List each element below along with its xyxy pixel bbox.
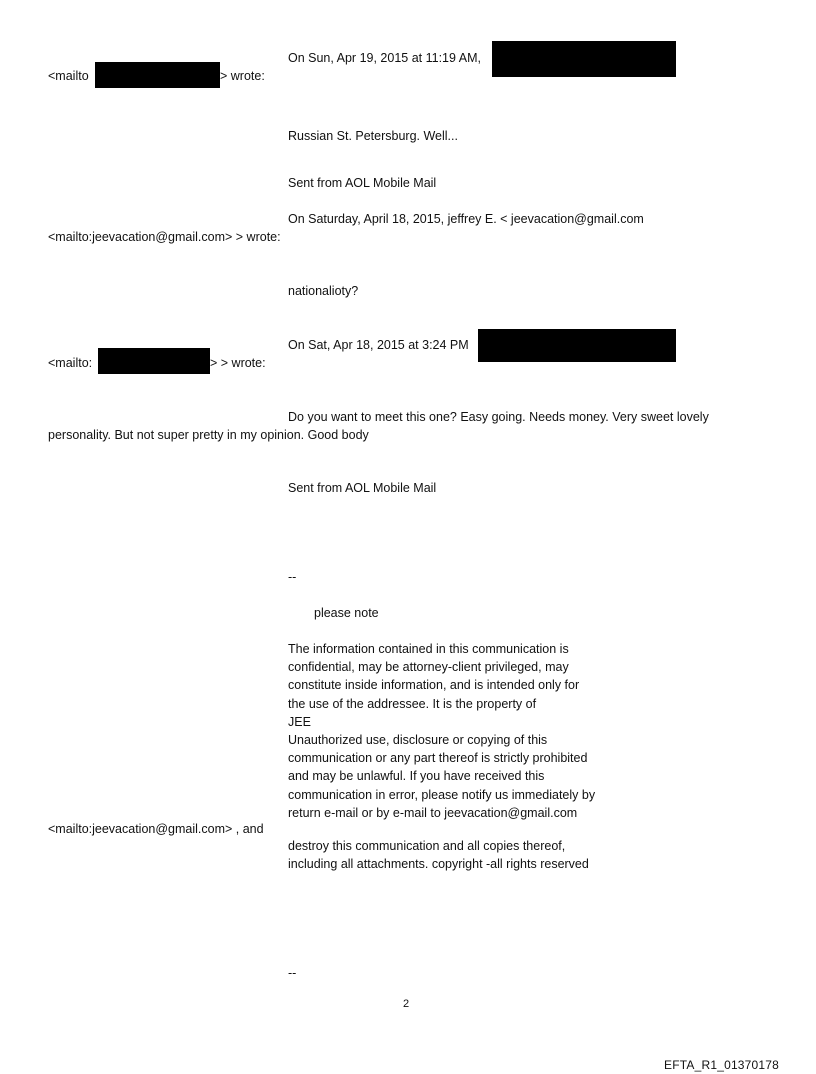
email-header-date-1: On Sun, Apr 19, 2015 at 11:19 AM,	[288, 51, 481, 65]
mailto-prefix-3: <mailto:	[48, 356, 93, 370]
redaction-box	[478, 329, 676, 362]
bates-number: EFTA_R1_01370178	[664, 1058, 780, 1072]
reply-text-2: nationalioty?	[288, 284, 359, 298]
message-line-2: personality. But not super pretty in my opinion. Good body	[48, 428, 369, 442]
wrote-label-1: > wrote:	[220, 69, 265, 83]
separator-2: --	[288, 966, 297, 980]
wrote-label-3: > > wrote:	[210, 356, 266, 370]
disclaimer-line: confidential, may be attorney-client privileged, may	[288, 660, 569, 675]
disclaimer-mailto: <mailto:jeevacation@gmail.com> , and	[48, 822, 264, 836]
signature-1: Sent from AOL Mobile Mail	[288, 176, 437, 190]
disclaimer-line: The information contained in this communication is	[288, 642, 569, 656]
message-line-1: Do you want to meet this one? Easy going. Needs money. Very sweet lovely	[288, 410, 709, 424]
mailto-prefix-1: <mailto	[48, 69, 89, 83]
disclaimer-line: communication or any part thereof is strictly prohibited	[288, 751, 588, 766]
disclaimer-line: and may be unlawful. If you have received this	[288, 769, 545, 784]
disclaimer-line: JEE	[288, 714, 311, 729]
disclaimer-body	[288, 640, 648, 822]
email-header-mailto-2: <mailto:jeevacation@gmail.com> > wrote:	[48, 230, 281, 244]
disclaimer-line: return e-mail or by e-mail to jeevacation@gmail.com	[288, 805, 578, 820]
disclaimer-tail-line: destroy this communication and all copies thereof,	[288, 839, 566, 853]
disclaimer-line: the use of the addressee. It is the property of	[288, 696, 537, 711]
email-header-date-3: On Sat, Apr 18, 2015 at 3:24 PM	[288, 338, 469, 352]
reply-text-1: Russian St. Petersburg. Well...	[288, 129, 458, 143]
disclaimer-line: constitute inside information, and is intended only for	[288, 678, 580, 693]
disclaimer-tail-line: including all attachments. copyright -all rights reserved	[288, 857, 589, 871]
redaction-box	[95, 62, 220, 88]
signature-2: Sent from AOL Mobile Mail	[288, 481, 437, 495]
page-number: 2	[403, 998, 410, 1010]
disclaimer-line: Unauthorized use, disclosure or copying of this	[288, 733, 548, 748]
redaction-box	[492, 41, 676, 77]
separator-1: --	[288, 570, 297, 584]
email-header-date-2: On Saturday, April 18, 2015, jeffrey E. < jeevacation@gmail.com	[288, 212, 644, 226]
redaction-box	[98, 348, 210, 374]
disclaimer-line: communication in error, please notify us immediately by	[288, 787, 596, 802]
disclaimer-title: please note	[314, 606, 379, 620]
